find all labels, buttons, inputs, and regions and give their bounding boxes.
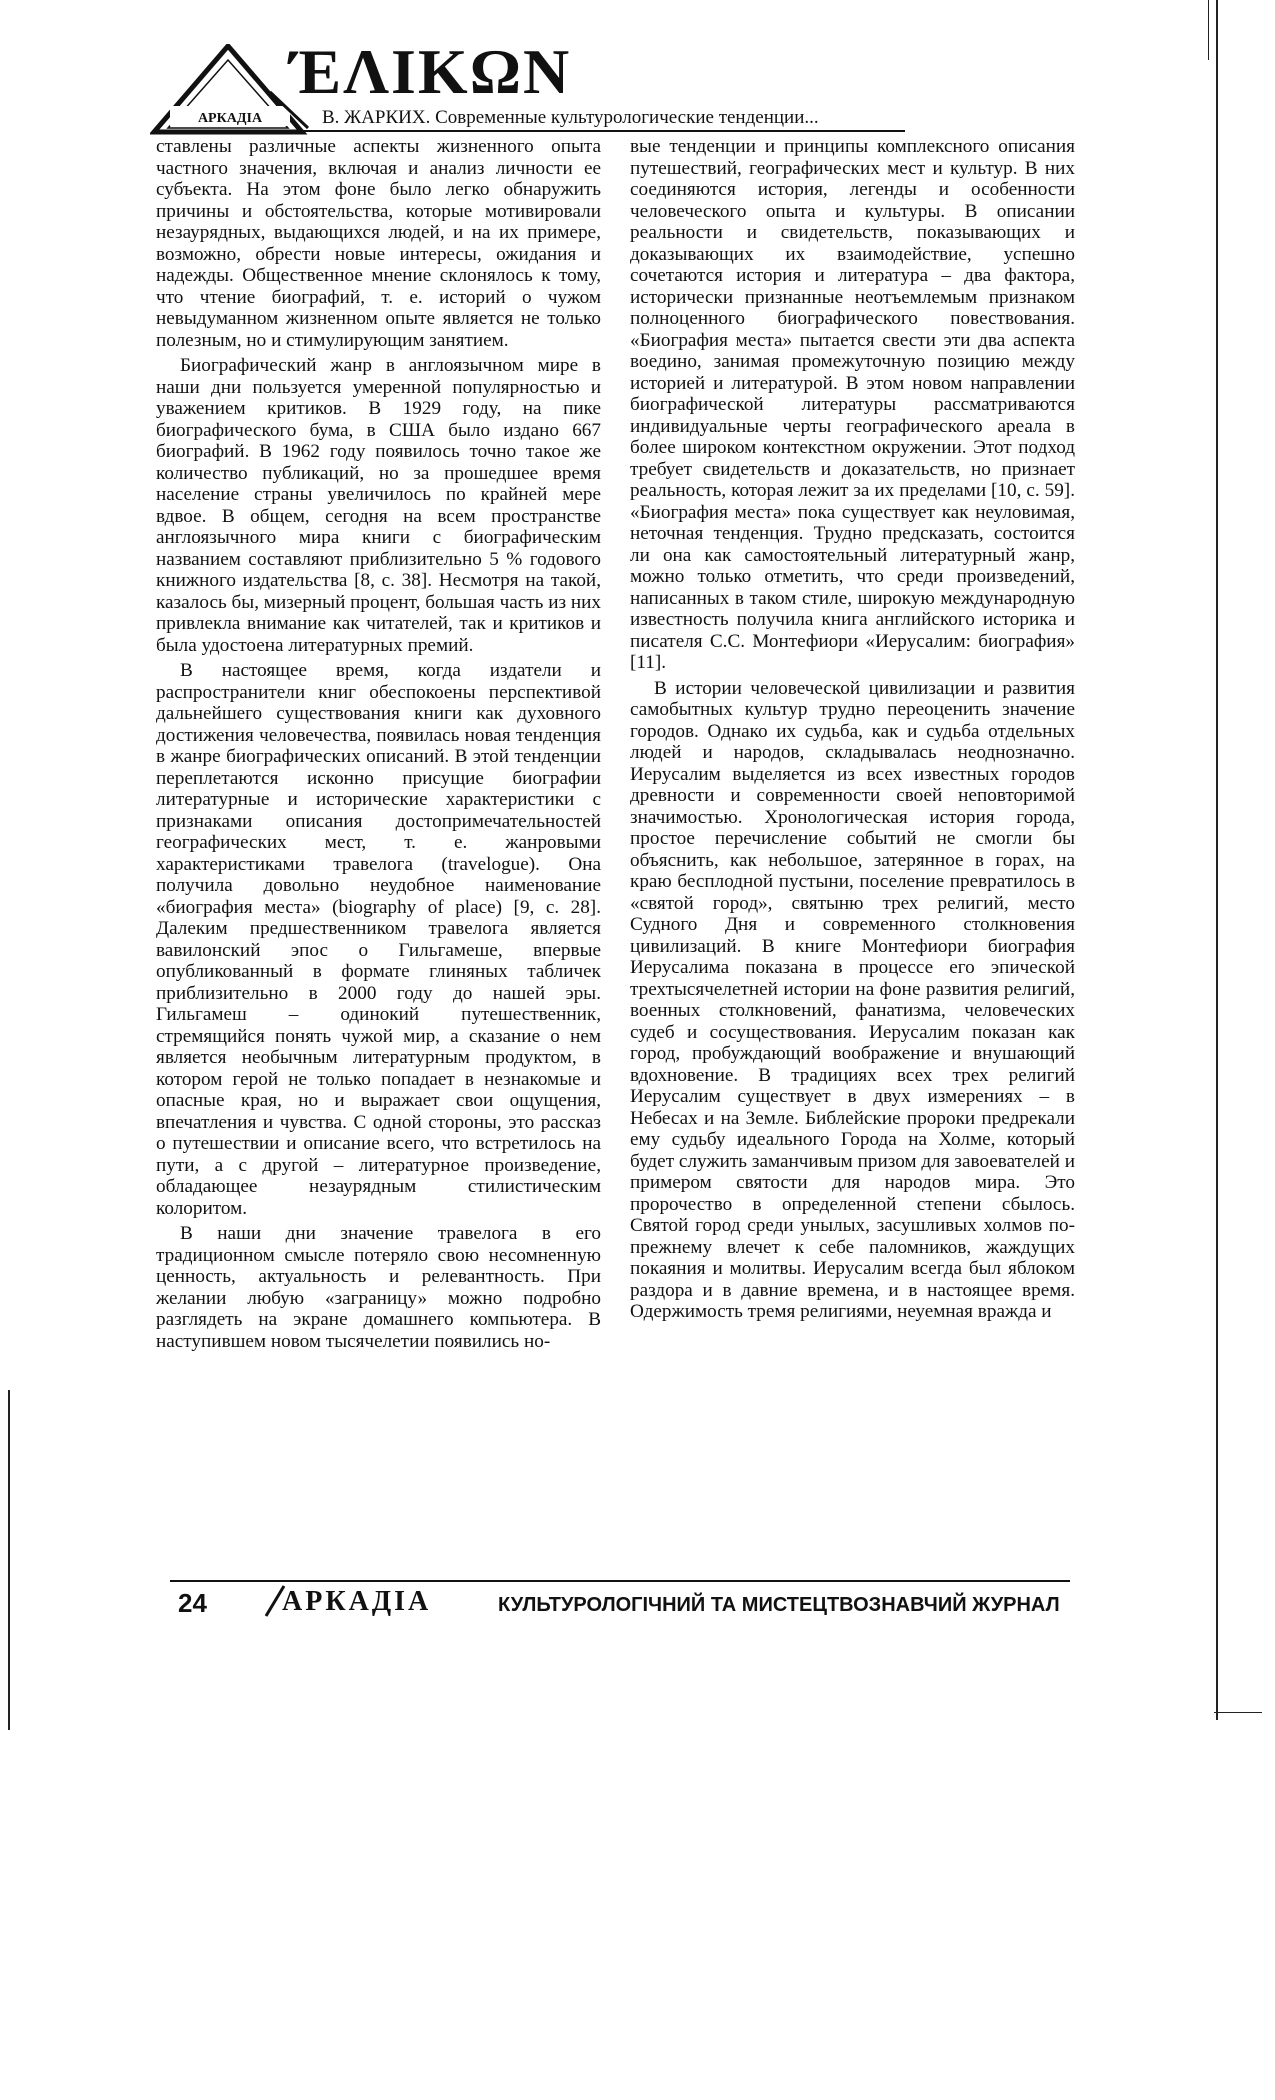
left-margin-line xyxy=(8,1390,10,1730)
right-margin-line-inner xyxy=(1208,0,1209,60)
brand-title: ΈΛΙΚΩΝ xyxy=(290,36,572,107)
paragraph: В наши дни значение травелога в его традиционном смысле потеряло свою несомненную ценность, актуальность и релевантность. При желании любую «заграницу» можно подробно разглядеть на экране домашнего компьютера. В наступившем новом тысячелетии появились но- xyxy=(156,1223,601,1352)
paragraph: Биографический жанр в англоязычном мире в наши дни пользуется умеренной популярностью и уважением критиков. В 1929 году, на пике биографического бума, в США было издано 667 биографий. В 1962 году появилось точно такое же количество публикаций, но за прошедшее время население страны увеличилось по крайней мере вдвое. В общем, сегодня на всем пространстве англоязычного мира книги с биографическим названием составляют приблизительно 5 % годового книжного издательства [8, с. 38]. Несмотря на такой, казалось бы, мизерный процент, большая часть из них привлекла внимание как читателей, так и критиков и была удостоена литературных премий. xyxy=(156,355,601,656)
paragraph: ставлены различные аспекты жизненного опыта частного значения, включая и анализ личности ее субъекта. На этом фоне было легко обнаружить причины и обстоятельства, которые мотивировали незаурядных, выдающихся людей, и на их примере, возможно, обрести новые интересы, ожидания и надежды. Общественное мнение склонялось к тому, что чтение биографий, т. е. историй о чужом невыдуманном жизненном опыте является не только полезным, но и стимулирующим занятием. xyxy=(156,136,601,351)
header-rule xyxy=(300,130,905,132)
right-margin-line xyxy=(1216,0,1218,1720)
paragraph: В настоящее время, когда издатели и распространители книг обеспокоены перспективой дальнейшего существования книги как духовного достижения человечества, появилась новая тенденция в жанре биографических описаний. В этой тенденции переплетаются исконно присущие биографии литературные и исторические характеристики с признаками описания достопримечательностей географических мест, т. е. жанровыми характеристиками травелога (travelogue). Она получила довольно неудобное наименование «биография места» (biography of place) [9, с. 28]. Далеким предшественником травелога является вавилонский эпос о Гильгамеше, впервые опубликованный в формате глиняных табличек приблизительно в 2000 году до нашей эры. Гильгамеш – одинокий путешественник, стремящийся понять чужой мир, а сказание о нем является необычным литературным продуктом, в котором герой не только попадает в незнакомые и опасные края, но и выражает свои ощущения, впечатления и чувства. С одной стороны, это рассказ о путешествии и описание всего, что встретилось на пути, а с другой – литературное произведение, обладающее незаурядным стилистическим колоритом. xyxy=(156,660,601,1219)
right-text-column xyxy=(630,136,1075,1323)
paragraph: В истории человеческой цивилизации и развития самобытных культур трудно переоценить значение городов. Однако их судьба, как и судьба отдельных людей и народов, складывалась неоднозначно. Иерусалим выделяется из всех известных городов древности и современности своей неповторимой значимостью. Хронологическая история города, простое перечисление событий не смогли бы объяснить, как небольшое, затерянное в горах, на краю бесплодной пустыни, поселение превратилось в «святой город», святыню трех религий, место Судного Дня и современного столкновения цивилизаций. В книге Монтефиори биография Иерусалима показана в процессе его эпической трехтысячелетней истории на фоне развития религий, военных столкновений, фанатизма, человеческих судеб и сосуществования. Иерусалим показан как город, пробуждающий воображение и внушающий вдохновение. В традициях всех трех религий Иерусалим существует в двух измерениях – в Небесах и на Земле. Библейские пророки предрекали ему судьбу идеального Города на Холме, который будет служить заманчивым призом для завоевателей и примером святости для народов мира. Это пророчество в определенной степени сбылось. Святой город среди унылых, засушливых холмов по-прежнему влечет к себе паломников, жаждущих покаяния и молитвы. Иерусалим всегда был яблоком раздора и в давние времена, и в настоящее время. Одержимость тремя религиями, неуемная вражда и xyxy=(630,677,1075,1322)
paragraph: вые тенденции и принципы комплексного описания путешествий, географических мест и культур. В них соединяются история, легенды и особенности человеческого опыта и культуры. В описании реальности и свидетельств, показывающих и доказывающих их взаимодействие, успешно сочетаются история и литература – два фактора, исторически признанные неотъемлемым признаком полноценного биографического повествования. «Биография места» пытается свести эти два аспекта воедино, занимая промежуточную позицию между историей и литературой. В этом новом направлении биографической литературы рассматриваются индивидуальные черты географического ареала в более широком контекстном окружении. Этот подход требует свидетельств и доказательств, но признает реальность, которая лежит за их пределами [10, с. 59]. «Биография места» пока существует как неуловимая, неточная тенденция. Трудно предсказать, состоится ли она как самостоятельный литературный жанр, можно только отметить, что среди произведений, написанных в таком стиле, широкую международную известность получила книга английского историка и писателя С.С. Монтефиори «Иерусалим: биография» [11]. xyxy=(630,136,1075,673)
logo-label: АРКАДІА xyxy=(197,111,263,126)
running-head: В. ЖАРКИХ. Современные культурологические тенденции... xyxy=(322,107,819,128)
right-margin-tick xyxy=(1214,1712,1262,1713)
page-number: 24 xyxy=(178,1588,207,1618)
footer-journal-brand: АРКАДІА xyxy=(282,1586,432,1617)
header-slash-mark xyxy=(268,90,328,130)
left-text-column xyxy=(156,136,601,1352)
footer-rule xyxy=(170,1580,1070,1582)
footer-journal-name: КУЛЬТУРОЛОГІЧНИЙ ТА МИСТЕЦТВОЗНАВЧИЙ ЖУРНАЛ xyxy=(498,1594,1060,1616)
